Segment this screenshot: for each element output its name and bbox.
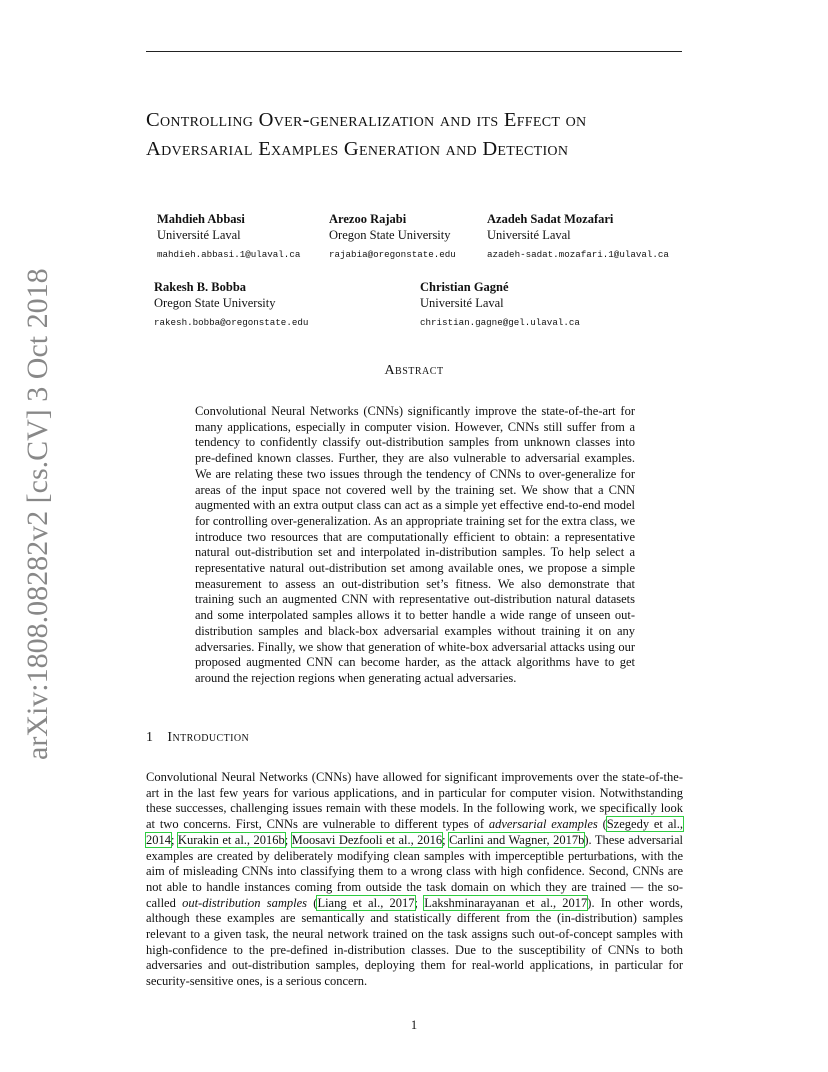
author-affiliation: Oregon State University: [329, 228, 451, 242]
author-name: Arezoo Rajabi: [329, 212, 407, 226]
paper-title: Controlling Over-generalization and its Effect on Adversarial Examples Generation and Detection: [146, 109, 587, 160]
page-number: 1: [410, 1018, 418, 1032]
section-title: Introduction: [167, 730, 250, 745]
abstract-heading: Abstract: [384, 363, 444, 378]
author-email[interactable]: christian.gagne@gel.ulaval.ca: [420, 317, 580, 328]
author-email[interactable]: rajabia@oregonstate.edu: [329, 249, 456, 260]
author-affiliation: Université Laval: [420, 296, 504, 310]
intro-text: Convolutional Neural Networks (CNNs) have allowed for significant improvements over the state-of-the-art in the last few years for various applications, and in particular for computer vision. Notwithstanding these successes, challenging issues remain with these models. In the following work, we specifically look at two concerns. First, CNNs are vulnerable to different types of: [146, 770, 683, 832]
author-block: [154, 279, 308, 331]
citation-link[interactable]: Kurakin et al., 2016b: [177, 832, 285, 847]
citation-separator: ;: [414, 895, 425, 910]
author-block: [420, 279, 580, 331]
citation-separator: ;: [284, 832, 292, 847]
author-affiliation: Oregon State University: [154, 296, 276, 310]
intro-text: (: [597, 817, 607, 832]
citation-separator: ;: [442, 832, 450, 847]
author-name: Mahdieh Abbasi: [157, 212, 245, 226]
intro-text: (: [307, 895, 318, 910]
top-rule: [146, 51, 682, 52]
author-email[interactable]: azadeh-sadat.mozafari.1@ulaval.ca: [487, 249, 669, 260]
citation-link[interactable]: Szegedy et al., 2014: [146, 817, 683, 847]
author-block: [329, 211, 456, 263]
arxiv-identifier: arXiv:1808.08282v2 [cs.CV] 3 Oct 2018: [21, 268, 54, 760]
intro-text: ). These adversarial examples are created by deliberately modifying clean samples with imperceptible perturbations, with the aim of misleading CNNs into classifying them to a wrong class with high confidence. Second, CNNs are not able to handle instances coming from outside the task domain on which they are trained — the so-called: [146, 832, 683, 910]
author-email[interactable]: rakesh.bobba@oregonstate.edu: [154, 317, 309, 328]
author-affiliation: Université Laval: [487, 228, 571, 242]
emphasis-text: adversarial examples: [488, 817, 598, 832]
citation-link[interactable]: Carlini and Wagner, 2017b: [449, 832, 585, 847]
author-block: [157, 211, 300, 263]
intro-text: ). In other words, although these examples are semantically and statistically different from the (in-distribution) samples relevant to a given task, the neural network trained on the task assigns such out-of-concept samples with high-confidence to the pre-defined in-distribution classes. Due to the susceptibility of CNNs to both adversaries and out-distribution samples, deploying them for real-world applications, in particular for security-sensitive ones, is a serious concern.: [146, 895, 684, 989]
intro-paragraph: [146, 770, 683, 990]
citation-link[interactable]: Liang et al., 2017: [317, 895, 415, 910]
author-name: Rakesh B. Bobba: [154, 280, 247, 294]
citation-link[interactable]: Lakshminarayanan et al., 2017: [424, 895, 588, 910]
abstract-text: Convolutional Neural Networks (CNNs) significantly improve the state-of-the-art for many applications, especially in computer vision. However, CNNs still suffer from a tendency to confidently classify out-distribution samples from unknown classes into pre-defined known classes. Further, they are also vulnerable to adversarial examples. We are relating these two issues through the tendency of CNNs to over-generalize for areas of the input space not covered well by the training set. We show that a CNN augmented with an extra output class can act as a simple yet effective end-to-end model for controlling over-generalization. As an appropriate training set for the extra class, we introduce two resources that are computationally efficient to obtain: a representative natural out-distribution set and interpolated in-distribution samples. To help select a representative natural out-distribution set among available ones, we propose a simple measurement to assess an out-distribution set’s fitness. We also demonstrate that training such an augmented CNN with representative out-distribution natural datasets and some interpolated samples allows it to better handle a wide range of unseen out-distribution samples and black-box adversarial examples without training it on any adversaries. Finally, we show that generation of white-box adversarial attacks using our proposed augmented CNN can become harder, as the attack algorithms have to get around the rejection regions when generating actual adversaries.: [195, 404, 635, 685]
author-affiliation: Université Laval: [157, 228, 241, 242]
author-email[interactable]: mahdieh.abbasi.1@ulaval.ca: [157, 249, 301, 260]
section-number: 1: [146, 730, 154, 745]
author-block: [487, 211, 669, 263]
author-name: Azadeh Sadat Mozafari: [487, 212, 614, 226]
author-name: Christian Gagné: [420, 280, 509, 294]
emphasis-text: out-distribution samples: [182, 895, 308, 910]
section-heading: [146, 730, 249, 746]
citation-separator: ;: [171, 832, 178, 847]
citation-link[interactable]: Moosavi Dezfooli et al., 2016: [291, 832, 443, 847]
